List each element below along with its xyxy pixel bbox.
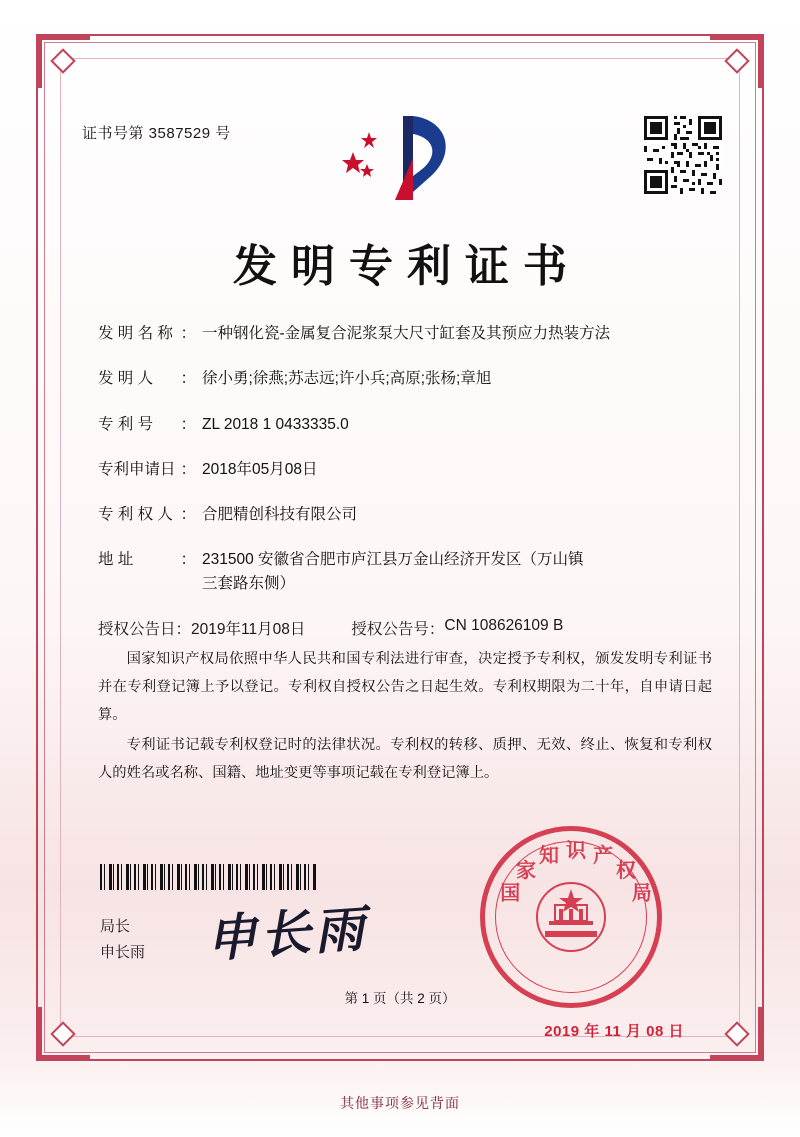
field-value: 徐小勇;徐燕;苏志远;许小兵;高原;张杨;章旭 — [202, 370, 492, 388]
announcement-date-value: 2019年11月08日 — [191, 620, 306, 638]
director-role-label: 局长 — [100, 918, 131, 935]
field-colon: ： — [180, 415, 196, 433]
seal-text-ring — [485, 831, 667, 1013]
paragraph-2: 专利证书记载专利权登记时的法律状况。专利权的转移、质押、无效、终止、恢复和专利权人的姓名或名称、国籍、地址变更等事项记载在专利登记簿上。 — [98, 736, 712, 781]
announcement-number-value: CN 108626109 B — [444, 616, 564, 634]
announcement-date-label: 授权公告日 — [98, 620, 176, 638]
field-value: 2018年05月08日 — [202, 460, 318, 478]
field-label — [98, 458, 202, 481]
seal-date: 2019 年 11 月 08 日 — [544, 1023, 684, 1040]
announcement-number-colon: ： — [428, 620, 445, 638]
field-label-text: 发 明 名 称 — [98, 325, 173, 342]
field-value: 一种钢化瓷-金属复合泥浆泵大尺寸缸套及其预应力热装方法 — [202, 325, 611, 342]
field-label — [98, 503, 202, 526]
field-address — [98, 548, 714, 595]
qr-code-icon — [644, 116, 722, 194]
seal-char: 知 — [539, 843, 560, 868]
field-colon: ： — [180, 370, 196, 388]
field-label — [98, 322, 202, 345]
field-label-text: 发 明 人 — [98, 370, 154, 388]
field-value — [202, 548, 714, 595]
certificate-content — [76, 74, 724, 1040]
field-value: ZL 2018 1 0433335.0 — [202, 415, 349, 433]
field-label — [98, 413, 202, 436]
patent-office-emblem-icon — [335, 104, 465, 214]
director-name: 申长雨 — [100, 943, 146, 961]
certificate-fields — [98, 322, 714, 649]
field-colon: ： — [180, 551, 196, 569]
field-colon: ： — [180, 325, 196, 342]
seal-char: 产 — [592, 843, 613, 868]
seal-char: 家 — [515, 858, 536, 883]
field-value: 合肥精创科技有限公司 — [202, 506, 358, 523]
field-colon: ： — [180, 506, 196, 523]
field-value-line2: 三套路东侧） — [202, 574, 296, 592]
handwritten-signature: 申长雨 — [204, 898, 371, 969]
field-value-line1: 231500 安徽省合肥市庐江县万金山经济开发区（万山镇 — [202, 551, 584, 569]
field-patent-number — [98, 413, 714, 436]
official-seal — [480, 826, 662, 1008]
field-announcement — [98, 617, 714, 639]
field-label — [98, 367, 202, 390]
field-label-text: 专 利 权 人 — [98, 506, 173, 523]
paragraph-1: 国家知识产权局依照中华人民共和国专利法进行审查，决定授予专利权，颁发发明专利证书并在专利登记簿上予以登记。专利权自授权公告之日起生效。专利权期限为二十年，自申请日起算。 — [98, 651, 712, 723]
field-patentee — [98, 503, 714, 526]
field-colon: ： — [180, 460, 196, 478]
announcement-date-colon: ： — [175, 620, 192, 638]
seal-char: 权 — [616, 858, 637, 883]
certificate-number: 证书号第 3587529 号 — [82, 125, 231, 142]
field-application-date — [98, 458, 714, 481]
seal-char: 国 — [500, 880, 521, 905]
field-label-text: 专利申请日 — [98, 460, 176, 478]
field-label — [98, 548, 202, 571]
footer-note: 其他事项参见背面 — [340, 1095, 460, 1111]
seal-char: 局 — [631, 880, 652, 905]
field-label-text: 专 利 号 — [98, 415, 154, 433]
field-invention-name — [98, 322, 714, 345]
seal-char: 识 — [566, 838, 586, 862]
page-title: 发明专利证书 — [233, 241, 581, 292]
page-number: 第 1 页（共 2 页） — [344, 991, 456, 1006]
field-label-text: 地 址 — [98, 551, 134, 569]
announcement-number-label: 授权公告号 — [351, 620, 429, 638]
signature-block — [100, 914, 145, 965]
barcode-icon — [100, 864, 316, 890]
legal-paragraphs — [98, 646, 712, 789]
field-inventors — [98, 367, 714, 390]
